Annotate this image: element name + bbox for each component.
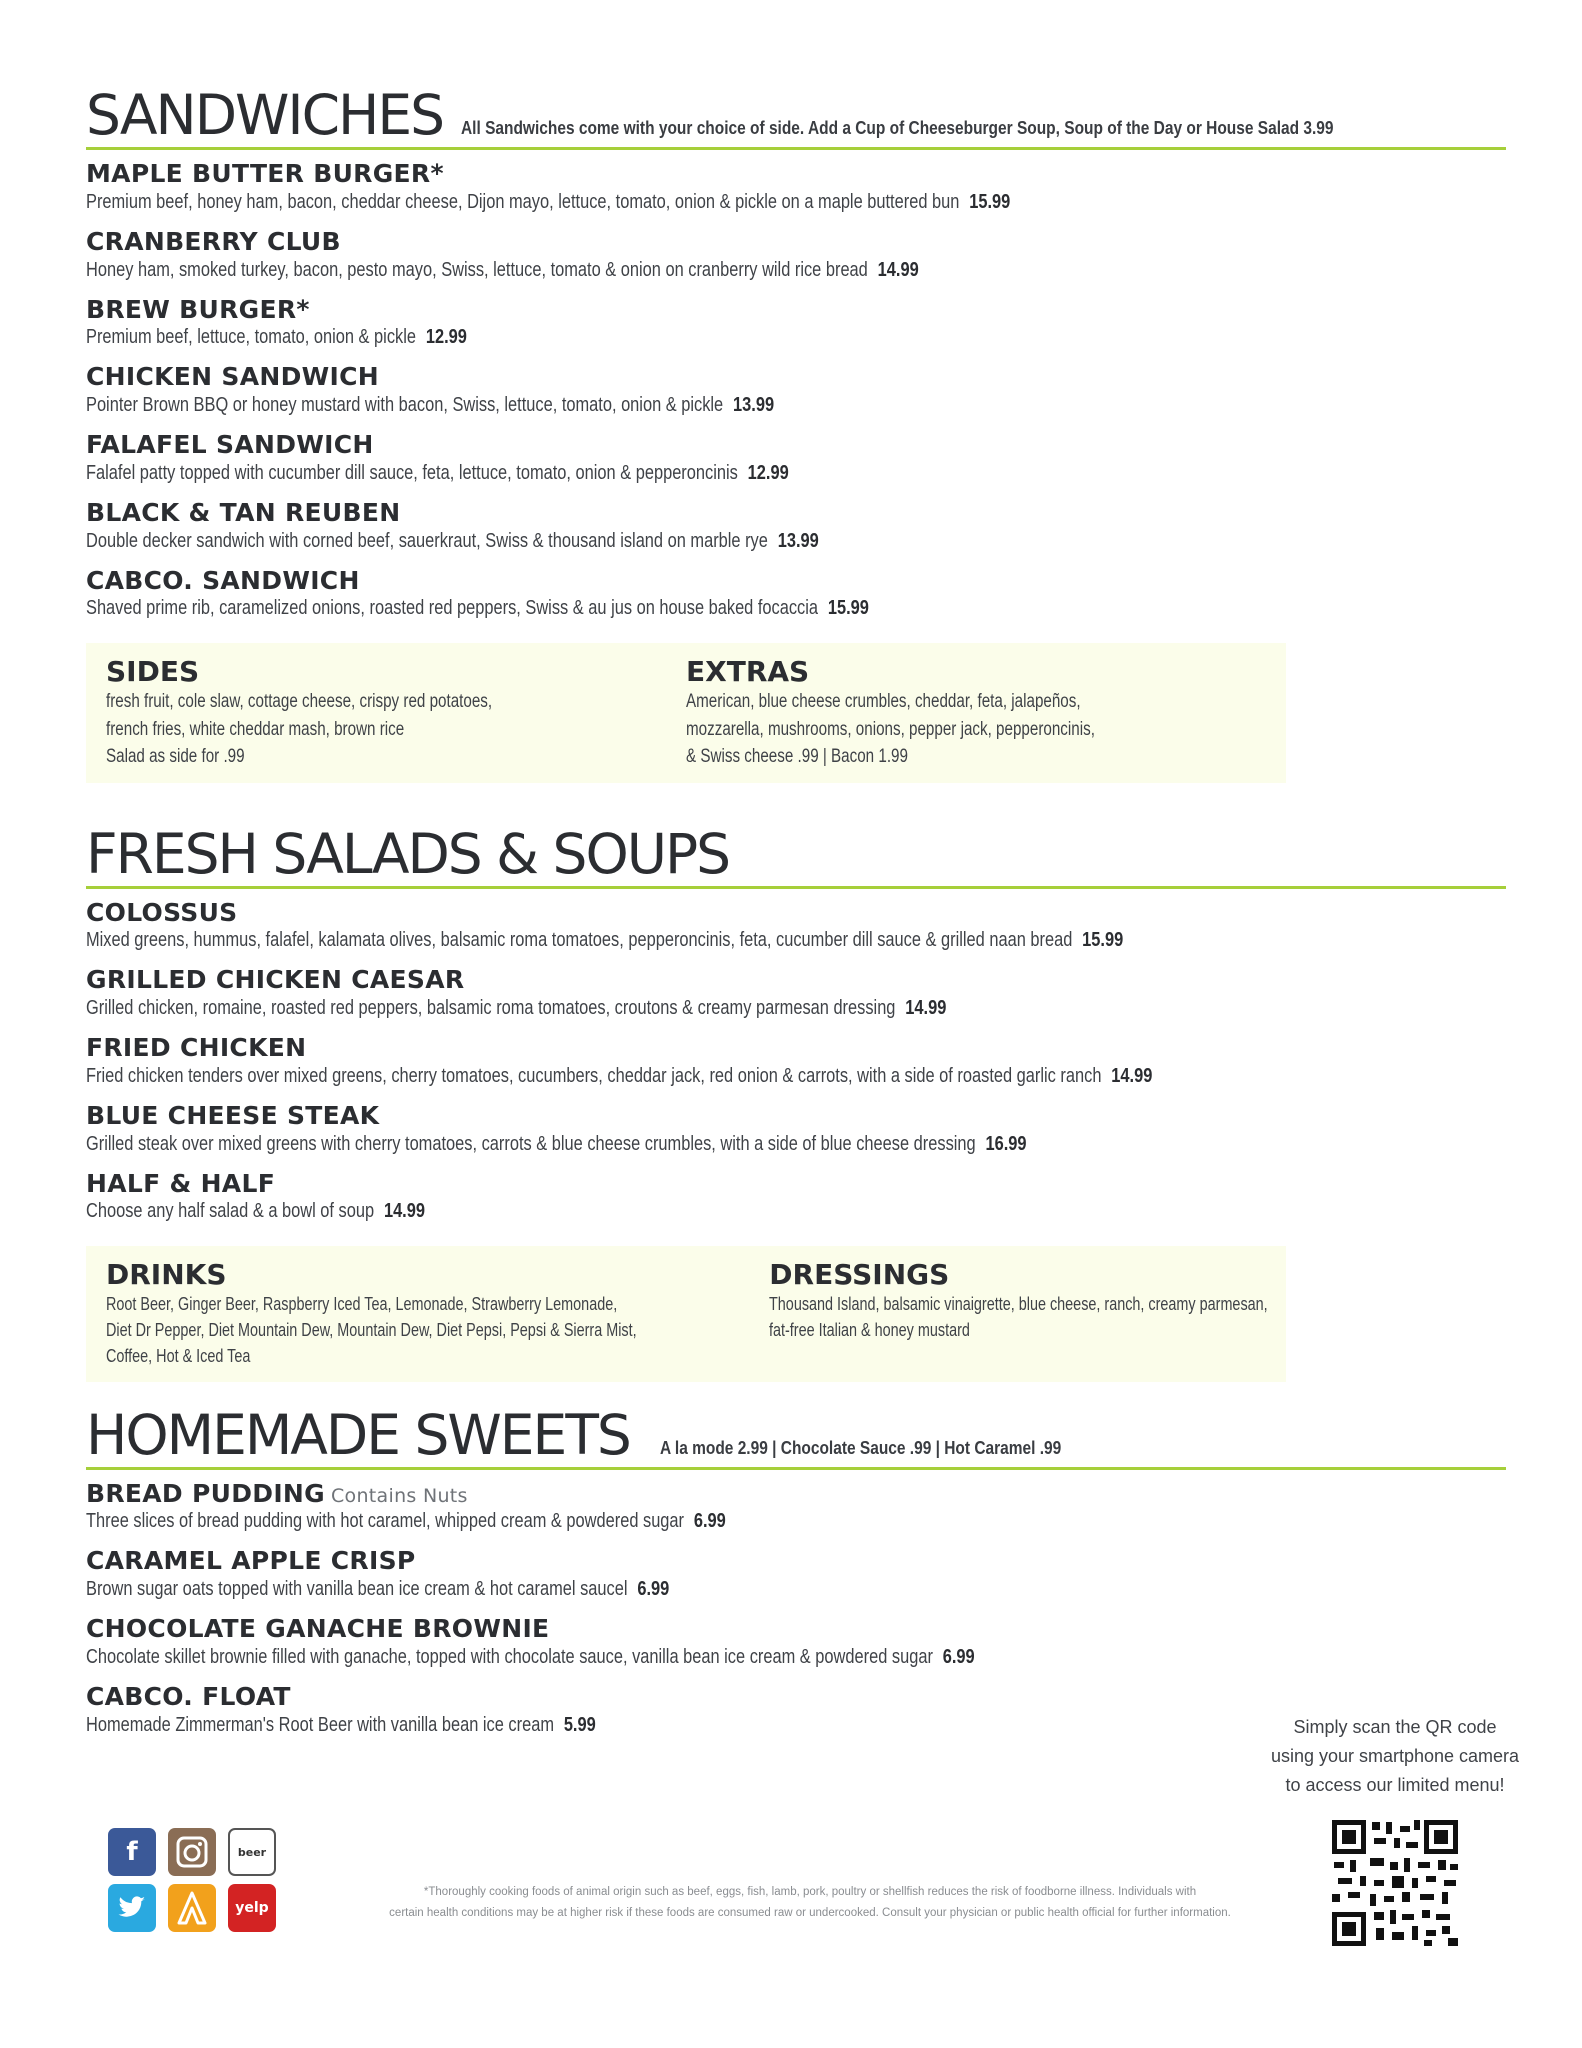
item-price: 12.99 [747,461,789,484]
instagram-icon[interactable] [168,1828,216,1876]
item-desc: Choose any half salad & a bowl of soup [86,1200,375,1223]
item-desc: Fried chicken tenders over mixed greens, cherry tomatoes, cucumbers, cheddar jack, red onion & carrots, with a side of roasted garlic ranch [86,1064,1102,1087]
qr-code-icon[interactable] [1330,1818,1460,1948]
foursquare-icon[interactable] [168,1884,216,1932]
item-name: COLOSSUS [86,897,238,927]
item-desc: Shaved prime rib, caramelized onions, roasted red peppers, Swiss & au jus on house baked focaccia [86,597,819,620]
item-name: CABCO. FLOAT [86,1681,291,1711]
yelp-icon-label: yelp [235,1900,269,1916]
sides-title: SIDES [106,655,200,689]
item-name: BREAD PUDDING [86,1478,325,1508]
item-desc-line [86,1131,1027,1157]
list-item [86,1102,1506,1157]
list-item [86,1170,1506,1225]
social-icons [108,1828,278,1932]
list-item [86,567,1506,622]
sweets-list [86,1480,1506,1738]
item-name: BREW BURGER* [86,294,310,324]
item-desc-line [86,1198,425,1224]
item-price: 6.99 [637,1578,670,1601]
item-desc-line [86,1508,726,1534]
item-price: 14.99 [1111,1064,1153,1087]
item-desc: Premium beef, lettuce, tomato, onion & pickle [86,326,416,349]
item-name: CHICKEN SANDWICH [86,362,379,392]
list-item [86,363,1506,418]
item-desc: Chocolate skillet brownie filled with ganache, topped with chocolate sauce, vanilla bean ice cream & powdered sugar [86,1645,933,1668]
item-desc: Mixed greens, hummus, falafel, kalamata olives, balsamic roma tomatoes, pepperoncinis, feta, cucumber dill sauce & grilled naan bread [86,929,1073,952]
section-note: All Sandwiches come with your choice of side. Add a Cup of Cheeseburger Soup, Soup of the Day or House Salad 3.99 [461,118,1334,138]
list-item [86,1480,1506,1535]
qr-caption-line: Simply scan the QR code [1293,1717,1497,1737]
item-desc-line [86,1576,669,1602]
item-desc-line [86,1712,596,1738]
item-desc-line [86,927,1123,953]
list-item [86,1615,1506,1670]
menu-page [86,83,1506,1751]
list-item [86,160,1506,215]
qr-caption-line: to access our limited menu! [1285,1774,1505,1795]
list-item [86,499,1506,554]
list-item [86,431,1506,486]
item-price: 16.99 [985,1132,1027,1155]
item-desc-line [86,189,1010,215]
item-price: 12.99 [425,326,467,349]
disclaimer-line: *Thoroughly cooking foods of animal origin such as beef, eggs, fish, lamb, pork, poultry or shellfish reduces the risk of foodborne illness. Individuals with [423,1886,1197,1898]
sweets-section [86,1402,1506,1738]
item-name: FRIED CHICKEN [86,1033,307,1063]
yelp-icon[interactable] [228,1884,276,1932]
box-line: American, blue cheese crumbles, cheddar, feta, jalapeños, [686,691,1081,713]
list-item [86,899,1506,954]
item-desc: Grilled chicken, romaine, roasted red peppers, balsamic roma tomatoes, croutons & creamy parmesan dressing [86,997,896,1020]
item-price: 6.99 [942,1645,975,1668]
beer-icon-label: beer [237,1845,267,1859]
salads-section [86,821,1506,1382]
item-name: GRILLED CHICKEN CAESAR [86,965,465,995]
item-name: BLUE CHEESE STEAK [86,1100,380,1130]
list-item [86,966,1506,1021]
box-line: fat-free Italian & honey mustard [769,1320,971,1341]
item-desc-line [86,1063,1152,1089]
item-price: 14.99 [877,258,919,281]
item-desc: Three slices of bread pudding with hot caramel, whipped cream & powdered sugar [86,1510,685,1533]
item-name: FALAFEL SANDWICH [86,430,374,459]
item-desc-line [86,392,774,418]
dressings-column [769,1260,1392,1369]
section-note: A la mode 2.99 | Chocolate Sauce .99 | Hot Caramel .99 [659,1437,1062,1458]
item-name: CHOCOLATE GANACHE BROWNIE [86,1614,550,1644]
sides-column [106,657,686,770]
drinks-column [106,1260,769,1369]
box-line: Diet Dr Pepper, Diet Mountain Dew, Mountain Dew, Diet Pepsi, Pepsi & Sierra Mist, [106,1320,637,1341]
box-line: french fries, white cheddar mash, brown rice [106,718,405,740]
item-desc: Double decker sandwich with corned beef, sauerkraut, Swiss & thousand island on marble rye [86,529,768,552]
disclaimer-line: certain health conditions may be at higher risk if these foods are consumed raw or undercooked. Consult your physician or public health official for further information. [389,1906,1231,1919]
item-price: 14.99 [905,997,947,1020]
salad-list [86,899,1506,1225]
item-name: MAPLE BUTTER BURGER* [86,159,444,188]
facebook-icon[interactable]: f [108,1828,156,1876]
item-price: 14.99 [383,1200,425,1223]
box-line: Root Beer, Ginger Beer, Raspberry Iced Tea, Lemonade, Strawberry Lemonade, [106,1294,618,1315]
sweets-header [86,1402,1506,1470]
box-line: fresh fruit, cole slaw, cottage cheese, crispy red potatoes, [106,691,493,713]
item-price: 13.99 [733,394,775,416]
item-desc: Grilled steak over mixed greens with cherry tomatoes, carrots & blue cheese crumbles, with a side of blue cheese dressing [86,1132,976,1155]
box-line: Salad as side for .99 [106,746,245,768]
item-name-row [86,1480,1506,1509]
section-title: HOMEMADE SWEETS [86,1402,630,1467]
item-price: 13.99 [777,529,819,552]
list-item [86,228,1506,283]
item-price: 15.99 [969,190,1011,213]
section-title: SANDWICHES [86,83,444,147]
item-name: CABCO. SANDWICH [86,565,360,595]
item-desc: Brown sugar oats topped with vanilla bean ice cream & hot caramel saucel [86,1578,628,1601]
item-desc-line [86,595,869,621]
item-price: 15.99 [827,597,869,620]
sandwich-list [86,160,1506,621]
box-line: mozzarella, mushrooms, onions, pepper jack, pepperoncinis, [686,718,1095,740]
list-item [86,1547,1506,1602]
item-desc-line [86,995,946,1021]
extras-title: EXTRAS [686,655,810,689]
item-name: CRANBERRY CLUB [86,226,341,256]
item-desc-line [86,1644,975,1670]
sides-extras-box [86,643,1286,782]
sandwiches-section [86,83,1506,783]
box-line: Thousand Island, balsamic vinaigrette, blue cheese, ranch, creamy parmesan, [769,1294,1268,1315]
section-title: FRESH SALADS & SOUPS [86,821,730,886]
item-desc-line [86,324,467,350]
beer-icon[interactable] [228,1828,276,1876]
list-item [86,296,1506,351]
qr-caption-line: using your smartphone camera [1270,1745,1520,1766]
item-note: Contains Nuts [330,1484,468,1507]
item-name: CARAMEL APPLE CRISP [86,1546,416,1576]
salads-header [86,821,1506,889]
item-desc-line [86,528,819,554]
item-desc: Falafel patty topped with cucumber dill sauce, feta, lettuce, tomato, onion & pepperoncinis [86,461,738,484]
item-desc-line [86,257,919,283]
list-item [86,1034,1506,1089]
sandwiches-header [86,83,1506,150]
item-desc: Pointer Brown BBQ or honey mustard with bacon, Swiss, lettuce, tomato, onion & pickle [86,394,724,416]
dressings-title: DRESSINGS [769,1258,950,1292]
item-desc-line [86,460,789,486]
qr-caption [1270,1713,1520,1799]
disclaimer [320,1882,1300,1923]
item-price: 5.99 [563,1713,596,1736]
extras-column [686,657,1266,770]
box-line: & Swiss cheese .99 | Bacon 1.99 [686,746,908,768]
item-desc: Premium beef, honey ham, bacon, cheddar cheese, Dijon mayo, lettuce, tomato, onion & pickle on a maple buttered bun [86,190,960,213]
item-desc: Honey ham, smoked turkey, bacon, pesto mayo, Swiss, lettuce, tomato & onion on cranberry wild rice bread [86,258,868,281]
drinks-title: DRINKS [106,1258,227,1292]
item-name: BLACK & TAN REUBEN [86,497,401,527]
item-name: HALF & HALF [86,1168,276,1198]
item-desc: Homemade Zimmerman's Root Beer with vanilla bean ice cream [86,1713,554,1736]
box-line: Coffee, Hot & Iced Tea [106,1346,251,1367]
item-price: 6.99 [693,1510,726,1533]
twitter-icon[interactable] [108,1884,156,1932]
drinks-dressings-box [86,1246,1286,1381]
item-price: 15.99 [1082,929,1124,952]
